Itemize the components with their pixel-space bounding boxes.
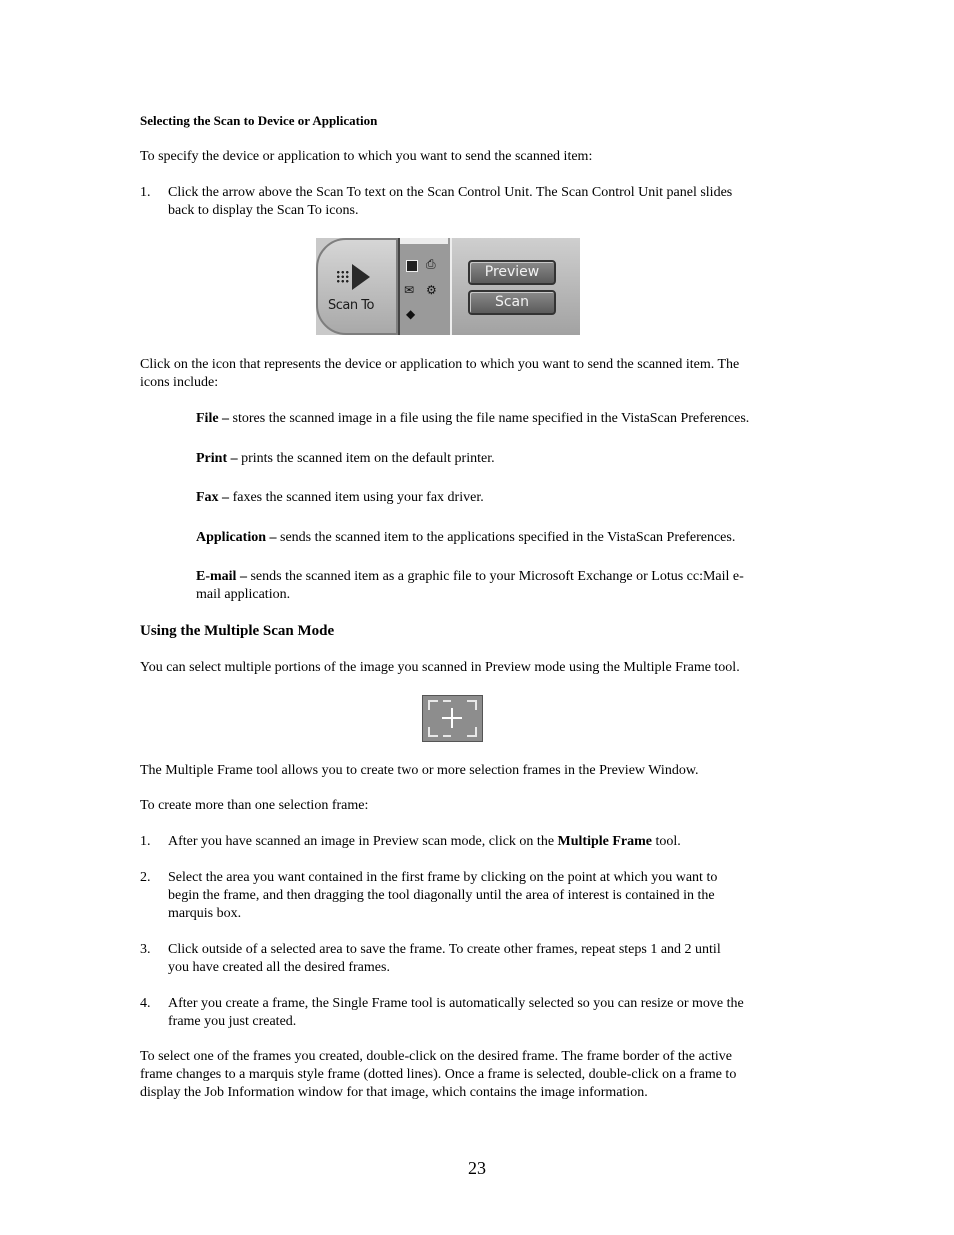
icon-item-file: File – stores the scanned image in a file using the file name specified in the VistaScan Preferences.	[196, 411, 750, 426]
icons-intro: Click on the icon that represents the device or application to which you want to send the scanned item. The icons include:	[140, 357, 740, 390]
scan-to-icons	[398, 238, 450, 335]
scan-to-panel	[316, 238, 398, 335]
step-number: 1.	[140, 185, 151, 200]
scan-control-unit-image	[316, 238, 580, 335]
multiple-scan-intro: You can select multiple portions of the image you scanned in Preview mode using the Multiple Frame tool.	[140, 660, 740, 675]
icon-item-fax: Fax – faxes the scanned item using your fax driver.	[196, 490, 484, 505]
email-icon: ◆	[406, 307, 416, 321]
print-icon: ⎙	[426, 257, 436, 271]
icon-item-application: Application – sends the scanned item to the applications specified in the VistaScan Preferences.	[196, 530, 736, 545]
step-line: back to display the Scan To icons.	[168, 203, 359, 218]
scan-to-intro: To specify the device or application to which you want to send the scanned item:	[140, 149, 593, 164]
icon-item-email: E-mail – sends the scanned item as a graphic file to your Microsoft Exchange or Lotus cc:Mail e- mail application.	[196, 569, 744, 602]
fax-icon: ✉	[404, 283, 415, 297]
arrow-right-icon	[352, 264, 370, 290]
icon-item-print: Print – prints the scanned item on the default printer.	[196, 451, 495, 466]
create-frames-intro: To create more than one selection frame:	[140, 798, 369, 813]
application-icon: ⚙	[426, 283, 437, 297]
closing-paragraph: To select one of the frames you created, double-click on the desired frame. The frame border of the active frame changes to a marquis style frame (dotted lines). Once a frame is selected, double-click on a frame to display the Job Information window for that image, which contains the image information.	[140, 1049, 737, 1100]
file-icon	[406, 260, 418, 272]
section-heading-multiple-scan: Using the Multiple Scan Mode	[140, 623, 335, 639]
section-heading-scan-to: Selecting the Scan to Device or Application	[140, 113, 378, 128]
page-number: 23	[468, 1158, 486, 1178]
scan-button[interactable]: Scan	[468, 290, 556, 315]
scan-to-label: Scan To	[328, 298, 374, 313]
grid-icon	[336, 270, 350, 284]
preview-button[interactable]: Preview	[468, 260, 556, 285]
step-line: Click the arrow above the Scan To text on the Scan Control Unit. The Scan Control Unit panel slides	[168, 185, 733, 200]
step-text	[168, 184, 818, 220]
multiple-frame-tool-icon	[422, 695, 483, 742]
scan-buttons-panel	[450, 238, 580, 335]
tool-description: The Multiple Frame tool allows you to create two or more selection frames in the Preview Window.	[140, 763, 699, 778]
